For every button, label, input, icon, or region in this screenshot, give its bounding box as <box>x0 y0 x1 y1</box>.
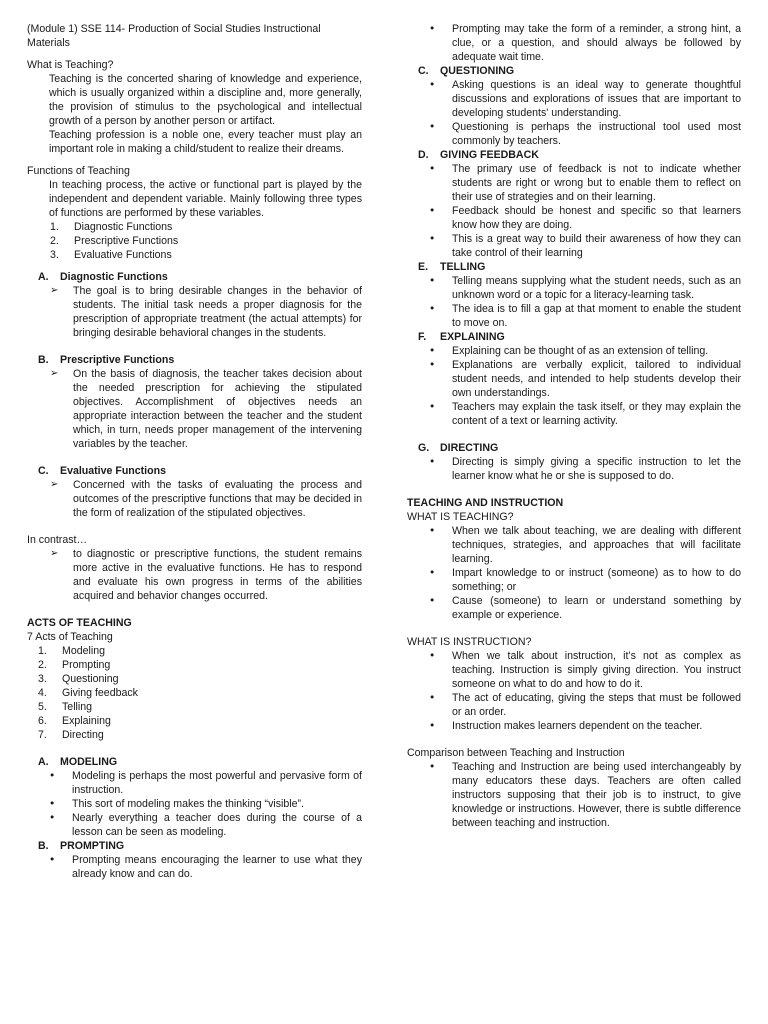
list-item: ➢ On the basis of diagnosis, the teacher takes decision about the needed prescription for achieving the stipulated objectives. Accomplishment of objectives needs an appropriate interaction between the teacher and the student which, in turn, needs proper management of the intervening variables by the teacher. <box>27 367 362 451</box>
section-heading: C. QUESTIONING <box>418 65 515 77</box>
dot-bullet-icon: • <box>429 23 436 35</box>
list-item: • Feedback should be honest and specific so that learners know how they are doing. <box>407 204 741 232</box>
dot-bullet-icon: • <box>49 812 56 824</box>
contrast-heading: In contrast… <box>27 534 88 546</box>
dot-bullet-icon: • <box>429 121 436 133</box>
list-item: 4. Giving feedback <box>38 687 138 699</box>
list-item: • The idea is to fill a gap at that moment to enable the student to move on. <box>407 302 741 330</box>
dot-bullet-icon: • <box>429 303 436 315</box>
square-bullet-icon <box>27 72 49 128</box>
list-item: 5. Telling <box>38 701 93 713</box>
dot-bullet-icon: • <box>49 854 56 866</box>
section-heading: E. TELLING <box>418 261 486 273</box>
section-heading: F. EXPLAINING <box>418 331 505 343</box>
section-heading: A. Diagnostic Functions <box>38 271 168 283</box>
what-is-teaching-subheading: WHAT IS TEACHING? <box>407 511 514 523</box>
list-item: • Questioning is perhaps the instructional tool used most commonly by teachers. <box>407 120 741 148</box>
right-column <box>407 22 741 830</box>
list-item: 3. Questioning <box>38 673 119 685</box>
dot-bullet-icon: • <box>429 525 436 537</box>
list-item: 7. Directing <box>38 729 104 741</box>
list-item: • Asking questions is an ideal way to generate thoughtful discussions and explorations of issues that are important to developing students' understanding. <box>407 78 741 120</box>
list-item: • When we talk about instruction, it’s not as complex as teaching. Instruction is simply giving direction. You instruct someone on what to do and how to do it. <box>407 649 741 691</box>
dot-bullet-icon: • <box>429 275 436 287</box>
arrow-bullet-icon: ➢ <box>50 285 59 296</box>
dot-bullet-icon: • <box>429 79 436 91</box>
dot-bullet-icon: • <box>429 233 436 245</box>
list-item: • Instruction makes learners dependent on the teacher. <box>407 719 741 733</box>
list-item: • Teachers may explain the task itself, or they may explain the content of a text or learning activity. <box>407 400 741 428</box>
list-item: ➢ to diagnostic or prescriptive functions, the student remains more active in the evaluative functions. He has to respond and evaluate his own progress in terms of the abilities acquired and behavior changes occurred. <box>27 547 362 603</box>
list-item: 2. Prescriptive Functions <box>50 235 179 247</box>
dot-bullet-icon: • <box>429 205 436 217</box>
list-item: • Modeling is perhaps the most powerful and pervasive form of instruction. <box>27 769 362 797</box>
section-heading: B. Prescriptive Functions <box>38 354 175 366</box>
list-item: • This sort of modeling makes the thinking “visible”. <box>27 797 362 811</box>
dot-bullet-icon: • <box>429 595 436 607</box>
acts-heading: ACTS OF TEACHING <box>27 617 132 629</box>
dot-bullet-icon: • <box>429 761 436 773</box>
list-item: 6. Explaining <box>38 715 111 727</box>
list-item: • Explanations are verbally explicit, tailored to individual student needs, and intended to help students develop their own understandings. <box>407 358 741 400</box>
list-item: • Nearly everything a teacher does during the course of a lesson can be seen as modeling. <box>27 811 362 839</box>
list-item: • Explaining can be thought of as an extension of telling. <box>407 344 741 358</box>
arrow-bullet-icon: ➢ <box>50 548 59 559</box>
dot-bullet-icon: • <box>49 798 56 810</box>
dot-bullet-icon: • <box>429 359 436 371</box>
list-item: In teaching process, the active or functional part is played by the independent and dependent variable. Mainly following three types of functions are performed by these variables. <box>27 178 362 220</box>
list-item: ➢ The goal is to bring desirable changes in the behavior of students. The initial task needs a proper diagnosis for the prescription of appropriate treatment (the actual attempts) for bringing desirable behavioral changes in the students. <box>27 284 362 340</box>
list-item: • Telling means supplying what the student needs, such as an unknown word or a topic for a literacy-learning task. <box>407 274 741 302</box>
dot-bullet-icon: • <box>49 770 56 782</box>
list-item: • The primary use of feedback is not to indicate whether students are right or wrong but to enable them to reflect on their use of strategies and on their learning. <box>407 162 741 204</box>
acts-subheading: 7 Acts of Teaching <box>27 631 113 643</box>
dot-bullet-icon: • <box>429 163 436 175</box>
list-item: 2. Prompting <box>38 659 111 671</box>
list-item: • When we talk about teaching, we are dealing with different techniques, strategies, and approaches that will facilitate learning. <box>407 524 741 566</box>
list-item: • Prompting means encouraging the learner to use what they already know and can do. <box>27 853 362 881</box>
square-bullet-icon <box>27 128 49 156</box>
dot-bullet-icon: • <box>429 345 436 357</box>
list-item: • Teaching and Instruction are being used interchangeably by many educators these days. Teachers are often called instructors supposing that their job is to instruct, to give knowledge or instructions. However, there is subtle difference between teaching and instruction. <box>407 760 741 830</box>
dot-bullet-icon: • <box>429 401 436 413</box>
section-heading: A. MODELING <box>38 756 118 768</box>
dot-bullet-icon: • <box>429 456 436 468</box>
what-is-teaching-heading: What is Teaching? <box>27 59 114 71</box>
list-item: • Impart knowledge to or instruct (someone) as to how to do something; or <box>407 566 741 594</box>
dot-bullet-icon: • <box>429 650 436 662</box>
list-item: • Prompting may take the form of a reminder, a strong hint, a clue, or a question, and should always be followed by adequate wait time. <box>407 22 741 64</box>
list-item: • This is a great way to build their awareness of how they can take control of their learning <box>407 232 741 260</box>
list-item: Teaching is the concerted sharing of knowledge and experience, which is usually organized within a discipline and, more generally, the provision of stimulus to the psychological and intellectual growth of a person by another person or artifact. <box>27 72 362 128</box>
functions-heading: Functions of Teaching <box>27 165 130 177</box>
teaching-instruction-heading: TEACHING AND INSTRUCTION <box>407 497 564 509</box>
list-item: 1. Diagnostic Functions <box>50 221 173 233</box>
list-item: 3. Evaluative Functions <box>50 249 172 261</box>
list-item: • Directing is simply giving a specific instruction to let the learner know what he or she is supposed to do. <box>407 455 741 483</box>
section-heading: B. PROMPTING <box>38 840 125 852</box>
comparison-subheading: Comparison between Teaching and Instruction <box>407 747 625 759</box>
left-column <box>27 22 362 881</box>
dot-bullet-icon: • <box>429 720 436 732</box>
square-bullet-icon <box>27 178 49 220</box>
section-heading: D. GIVING FEEDBACK <box>418 149 539 161</box>
section-heading: G. DIRECTING <box>418 442 499 454</box>
dot-bullet-icon: • <box>429 567 436 579</box>
document-title: (Module 1) SSE 114- Production of Social Studies Instructional Materials <box>27 23 321 49</box>
arrow-bullet-icon: ➢ <box>50 479 59 490</box>
arrow-bullet-icon: ➢ <box>50 368 59 379</box>
list-item: 1. Modeling <box>38 645 105 657</box>
section-heading: C. Evaluative Functions <box>38 465 166 477</box>
list-item: • The act of educating, giving the steps that must be followed or an order. <box>407 691 741 719</box>
list-item: ➢ Concerned with the tasks of evaluating the process and outcomes of the prescriptive functions that may be decided in the form of realization of the stipulated objectives. <box>27 478 362 520</box>
list-item: • Cause (someone) to learn or understand something by example or experience. <box>407 594 741 622</box>
dot-bullet-icon: • <box>429 692 436 704</box>
list-item: Teaching profession is a noble one, every teacher must play an important role in making a child/student to realize their dreams. <box>27 128 362 156</box>
what-is-instruction-subheading: WHAT IS INSTRUCTION? <box>407 636 532 648</box>
